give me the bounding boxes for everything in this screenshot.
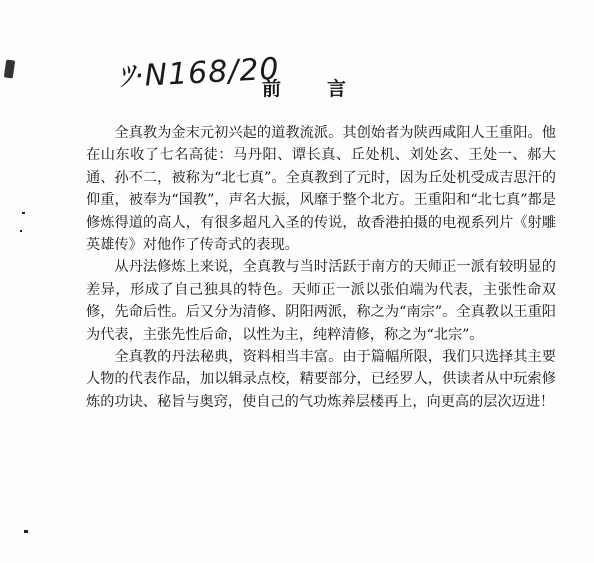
preface-body xyxy=(86,122,556,413)
scan-speck xyxy=(24,530,28,533)
scan-speck xyxy=(20,230,22,232)
paragraph-2: 从丹法修炼上来说，全真教与当时活跃于南方的天师正一派有较明显的差异，形成了自己独具的特色。天师正一派以张伯端为代表，主张性命双修，先命后性。后又分为清修、阴阳两派，称之为“南宗”。全真教以王重阳为代表，主张先性后命，以性为主，纯粹清修，称之为“北宗”。 xyxy=(86,259,556,343)
binding-hole-mark xyxy=(4,59,15,78)
page-title: 前言 xyxy=(262,78,393,100)
paragraph-3: 全真教的丹法秘典，资料相当丰富。由于篇幅所限，我们只选择其主要人物的代表作品，加以辑录点校，精要部分，已经罗人，供读者从中玩索修炼的功诀、秘旨与奥窍，使自己的气功炼养层楼再上，向更高的层次迈进！ xyxy=(86,349,556,410)
handwritten-catalog-number: ﾂ·N168/20 xyxy=(117,51,281,95)
paragraph-1: 全真教为金末元初兴起的道教流派。其创始者为陕西咸阳人王重阳。他在山东收了七名高徒：马丹阳、谭长真、丘处机、刘处玄、王处一、郝大通、孙不二，被称为“北七真”。全真教到了元时，因为丘处机受成吉思汗的仰重，被奉为“国教”，声名大振，风靡于整个北方。王重阳和“北七真”都是修炼得道的高人，有很多超凡入圣的传说，故香港拍摄的电视系列片《射雕英雄传》对他作了传奇式的表现。 xyxy=(86,125,556,254)
scan-speck xyxy=(22,212,25,214)
